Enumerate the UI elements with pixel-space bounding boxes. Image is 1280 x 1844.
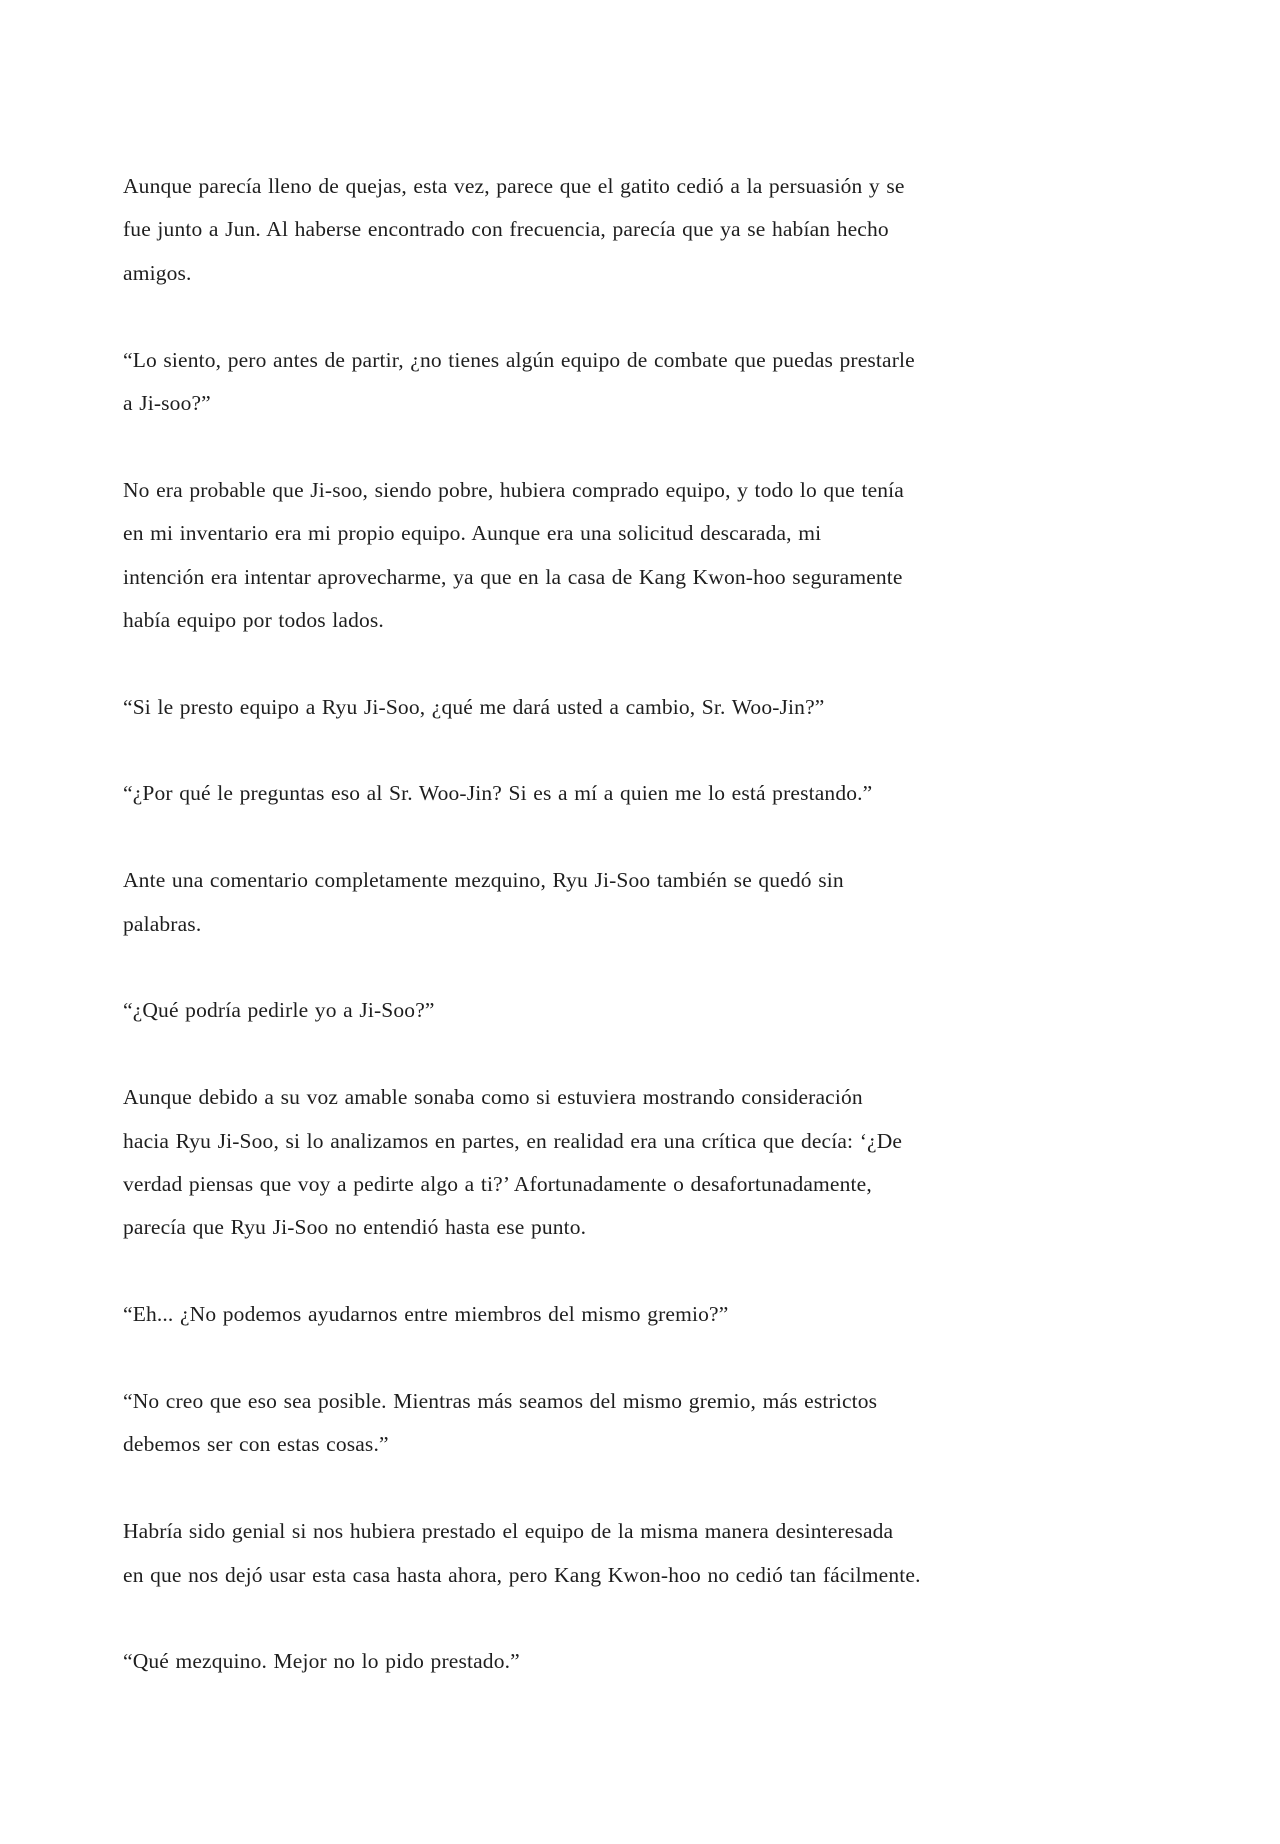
paragraph-7 bbox=[123, 989, 1203, 1032]
text-line: Habría sido genial si nos hubiera prestado el equipo de la misma manera desinteresada bbox=[123, 1519, 894, 1544]
text-line: “¿Qué podría pedirle yo a Ji-Soo?” bbox=[123, 998, 435, 1023]
text-line: a Ji-soo?” bbox=[123, 390, 211, 415]
paragraph-6 bbox=[123, 859, 1203, 946]
paragraph-4 bbox=[123, 686, 1203, 729]
text-line: hacia Ryu Ji-Soo, si lo analizamos en partes, en realidad era una crítica que decía: ‘¿De bbox=[123, 1128, 903, 1153]
text-line: No era probable que Ji-soo, siendo pobre, hubiera comprado equipo, y todo lo que tenía bbox=[123, 477, 904, 502]
text-line: “Si le presto equipo a Ryu Ji-Soo, ¿qué me dará usted a cambio, Sr. Woo-Jin?” bbox=[123, 694, 825, 719]
paragraph-11 bbox=[123, 1510, 1203, 1597]
document-page bbox=[123, 165, 1203, 1727]
text-line: “No creo que eso sea posible. Mientras más seamos del mismo gremio, más estrictos bbox=[123, 1388, 878, 1413]
text-line: Aunque debido a su voz amable sonaba como si estuviera mostrando consideración bbox=[123, 1085, 863, 1110]
paragraph-3 bbox=[123, 469, 1203, 643]
text-line: Aunque parecía lleno de quejas, esta vez, parece que el gatito cedió a la persuasión y se bbox=[123, 174, 905, 198]
paragraph-5 bbox=[123, 772, 1203, 815]
paragraph-2 bbox=[123, 339, 1203, 426]
paragraph-8 bbox=[123, 1076, 1203, 1250]
paragraph-12 bbox=[123, 1640, 1203, 1683]
paragraph-1 bbox=[123, 165, 1203, 295]
text-line: intención era intentar aprovecharme, ya que en la casa de Kang Kwon-hoo seguramente bbox=[123, 564, 903, 589]
text-line: “¿Por qué le preguntas eso al Sr. Woo-Jin? Si es a mí a quien me lo está prestando.” bbox=[123, 781, 873, 806]
text-line: palabras. bbox=[123, 911, 202, 936]
text-line: en que nos dejó usar esta casa hasta ahora, pero Kang Kwon-hoo no cedió tan fácilmente. bbox=[123, 1562, 921, 1587]
text-line: “Eh... ¿No podemos ayudarnos entre miembros del mismo gremio?” bbox=[123, 1302, 729, 1327]
text-line: “Lo siento, pero antes de partir, ¿no tienes algún equipo de combate que puedas prestarle bbox=[123, 347, 915, 372]
text-line: había equipo por todos lados. bbox=[123, 607, 384, 632]
text-line: Ante una comentario completamente mezquino, Ryu Ji-Soo también se quedó sin bbox=[123, 868, 844, 893]
paragraph-10 bbox=[123, 1380, 1203, 1467]
text-line: fue junto a Jun. Al haberse encontrado con frecuencia, parecía que ya se habían hecho bbox=[123, 217, 889, 242]
text-line: parecía que Ryu Ji-Soo no entendió hasta ese punto. bbox=[123, 1215, 587, 1240]
text-line: en mi inventario era mi propio equipo. Aunque era una solicitud descarada, mi bbox=[123, 521, 822, 546]
text-line: verdad piensas que voy a pedirte algo a ti?’ Afortunadamente o desafortunadamente, bbox=[123, 1171, 872, 1196]
text-line: amigos. bbox=[123, 260, 192, 285]
text-line: debemos ser con estas cosas.” bbox=[123, 1432, 389, 1457]
paragraph-9 bbox=[123, 1293, 1203, 1336]
text-line: “Qué mezquino. Mejor no lo pido prestado.” bbox=[123, 1649, 520, 1674]
